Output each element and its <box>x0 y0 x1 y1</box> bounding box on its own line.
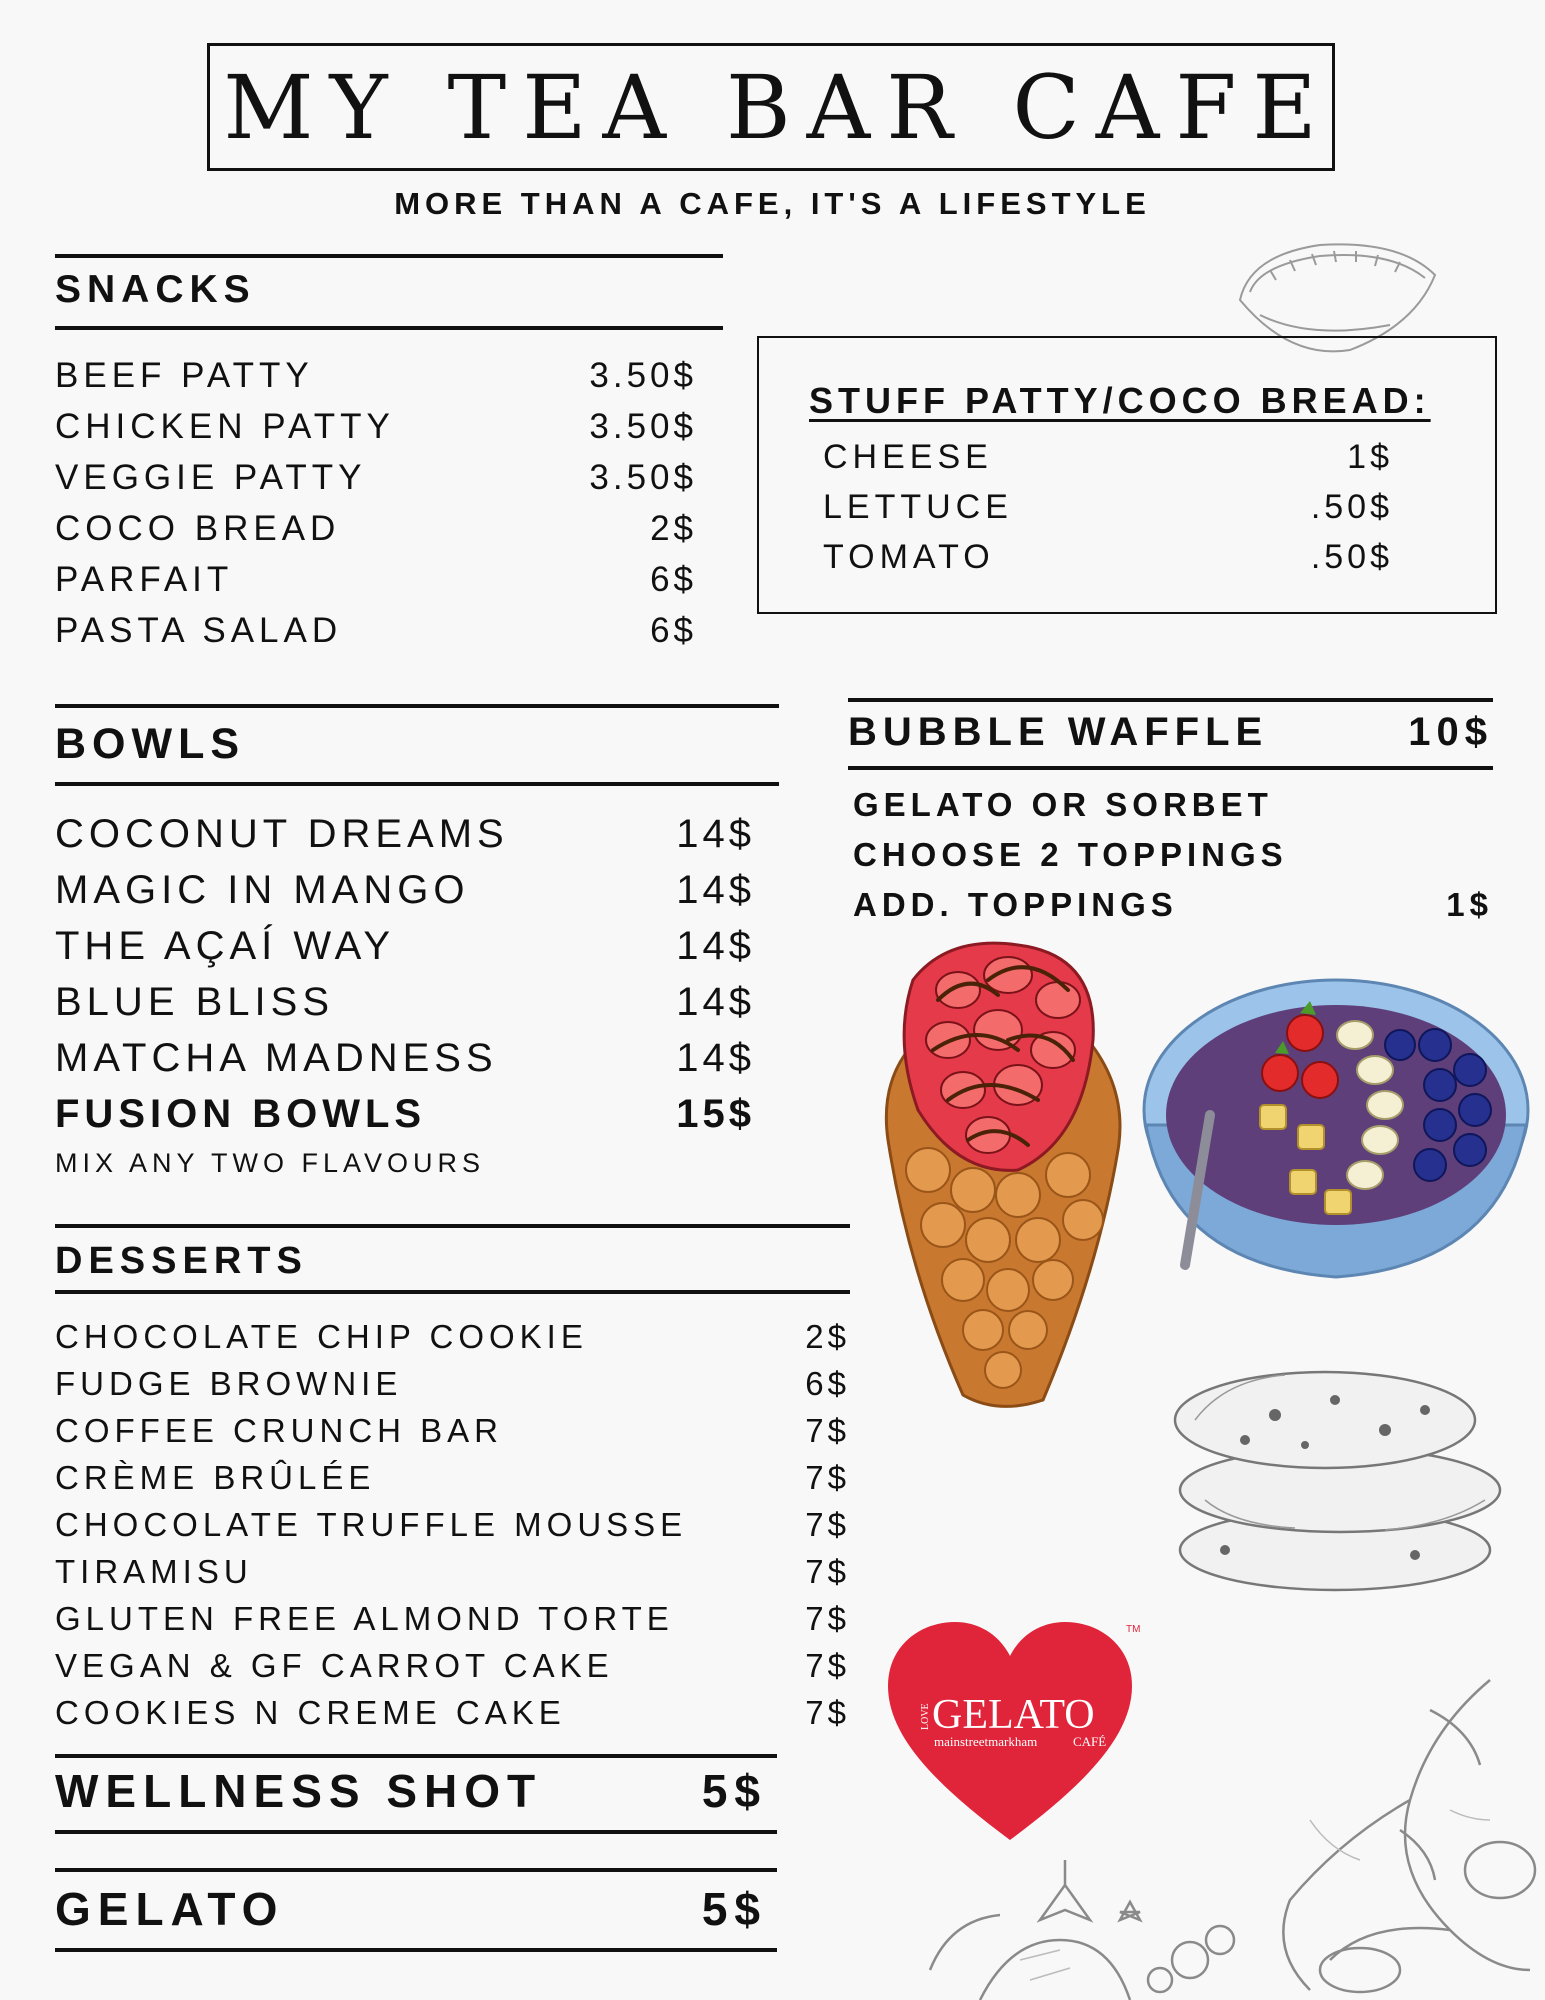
item-price: 7$ <box>805 1694 850 1731</box>
divider <box>55 1830 777 1834</box>
item-price: 14$ <box>676 868 755 912</box>
item-price: 3.50$ <box>589 458 697 497</box>
item-name: GLUTEN FREE ALMOND TORTE <box>55 1600 674 1637</box>
menu-item <box>55 407 697 458</box>
item-price: 14$ <box>676 812 755 856</box>
menu-item <box>55 560 697 611</box>
item-price: 1$ <box>1347 438 1393 476</box>
item-name: BLUE BLISS <box>55 980 335 1024</box>
menu-item <box>55 356 697 407</box>
wellness-shot-row <box>55 1764 767 1818</box>
menu-item <box>55 1647 850 1694</box>
menu-item <box>55 1318 850 1365</box>
page-title: MY TEA BAR CAFE <box>223 55 1333 159</box>
item-price: 3.50$ <box>589 407 697 446</box>
waffle-line <box>853 786 1493 836</box>
item-name: COFFEE CRUNCH BAR <box>55 1412 504 1449</box>
item-price: 7$ <box>805 1600 850 1637</box>
menu-item <box>55 980 755 1036</box>
bubble-waffle-illustration <box>868 940 1138 1410</box>
item-name: MATCHA MADNESS <box>55 1036 498 1080</box>
acai-bowl-illustration <box>1140 975 1532 1285</box>
menu-item <box>55 1694 850 1741</box>
bowls-list <box>55 812 755 1148</box>
desserts-heading: DESSERTS <box>55 1240 308 1282</box>
divider <box>55 1948 777 1952</box>
snacks-list <box>55 356 697 662</box>
item-price: 2$ <box>650 509 697 548</box>
item-name: CHEESE <box>823 438 993 476</box>
item-name: FUSION BOWLS <box>55 1092 427 1136</box>
desserts-list <box>55 1318 850 1741</box>
tagline: MORE THAN A CAFE, IT'S A LIFESTYLE <box>394 186 1151 221</box>
waffle-line-text: CHOOSE 2 TOPPINGS <box>853 836 1288 873</box>
item-price: 14$ <box>676 980 755 1024</box>
menu-item <box>823 438 1393 488</box>
item-name: PASTA SALAD <box>55 611 343 650</box>
item-name: CRÈME BRÛLÉE <box>55 1459 376 1496</box>
wellness-shot-name: WELLNESS SHOT <box>55 1765 543 1817</box>
item-name: LETTUCE <box>823 488 1013 526</box>
divider <box>55 326 723 330</box>
menu-item <box>55 1459 850 1506</box>
divider <box>55 1868 777 1872</box>
waffle-line <box>853 836 1493 886</box>
menu-item <box>55 1553 850 1600</box>
item-price: 6$ <box>650 611 697 650</box>
item-price: .50$ <box>1310 538 1393 576</box>
logo-cafe: CAFÉ <box>1073 1734 1107 1749</box>
menu-item <box>55 1365 850 1412</box>
gelato-price: 5$ <box>701 1883 767 1935</box>
menu-item-fusion <box>55 1092 755 1148</box>
waffle-line-price: 1$ <box>1446 886 1493 923</box>
menu-item <box>55 812 755 868</box>
menu-item <box>55 458 697 509</box>
item-price: 6$ <box>805 1365 850 1402</box>
item-name: BEEF PATTY <box>55 356 314 395</box>
waffle-line-text: GELATO OR SORBET <box>853 786 1273 823</box>
item-name: THE AÇAÍ WAY <box>55 924 396 968</box>
item-name: CHOCOLATE CHIP COOKIE <box>55 1318 588 1355</box>
item-name: COCONUT DREAMS <box>55 812 509 856</box>
bowls-heading: BOWLS <box>55 720 246 768</box>
menu-item <box>55 1506 850 1553</box>
ginger-spice-sketch <box>890 1670 1545 2000</box>
item-price: 15$ <box>676 1092 755 1136</box>
divider <box>55 782 779 786</box>
logo-tm: TM <box>1126 1624 1140 1635</box>
logo-brand: GELATO <box>932 1692 1095 1738</box>
menu-item <box>55 868 755 924</box>
divider <box>55 1224 850 1228</box>
bubble-waffle-header <box>848 710 1493 755</box>
title-box <box>207 43 1335 171</box>
item-name: CHOCOLATE TRUFFLE MOUSSE <box>55 1506 688 1543</box>
item-name: COCO BREAD <box>55 509 341 548</box>
item-name: COOKIES N CREME CAKE <box>55 1694 566 1731</box>
menu-item <box>55 1600 850 1647</box>
cookie-stack-sketch <box>1165 1360 1510 1600</box>
item-name: VEGGIE PATTY <box>55 458 367 497</box>
item-price: 2$ <box>805 1318 850 1355</box>
bubble-waffle-heading: BUBBLE WAFFLE <box>848 710 1269 754</box>
item-name: MAGIC IN MANGO <box>55 868 470 912</box>
waffle-line <box>853 886 1493 936</box>
item-name: PARFAIT <box>55 560 234 599</box>
item-price: 7$ <box>805 1459 850 1496</box>
divider <box>55 1290 850 1294</box>
menu-item <box>823 538 1393 588</box>
item-name: CHICKEN PATTY <box>55 407 395 446</box>
item-price: 7$ <box>805 1506 850 1543</box>
item-price: 3.50$ <box>589 356 697 395</box>
item-price: 6$ <box>650 560 697 599</box>
menu-item <box>823 488 1393 538</box>
stuff-patty-box <box>757 336 1497 614</box>
bubble-waffle-price: 10$ <box>1408 710 1493 754</box>
gelato-row <box>55 1882 767 1936</box>
item-name: TOMATO <box>823 538 995 576</box>
bubble-waffle-details <box>853 786 1493 936</box>
item-price: 7$ <box>805 1647 850 1684</box>
item-name: VEGAN & GF CARROT CAKE <box>55 1647 614 1684</box>
menu-item <box>55 1036 755 1092</box>
menu-item <box>55 509 697 560</box>
menu-item <box>55 924 755 980</box>
menu-item <box>55 611 697 662</box>
gelato-name: GELATO <box>55 1883 285 1935</box>
wellness-shot-price: 5$ <box>701 1765 767 1817</box>
divider <box>55 254 723 258</box>
item-name: TIRAMISU <box>55 1553 253 1590</box>
waffle-line-text: ADD. TOPPINGS <box>853 886 1178 923</box>
item-price: 7$ <box>805 1553 850 1590</box>
divider <box>55 1754 777 1758</box>
stuff-patty-list <box>823 438 1393 588</box>
logo-sub: mainstreetmarkham <box>934 1734 1038 1749</box>
logo-love: LOVE <box>920 1703 931 1730</box>
item-name: FUDGE BROWNIE <box>55 1365 403 1402</box>
menu-item <box>55 1412 850 1459</box>
stuff-patty-heading: STUFF PATTY/COCO BREAD: <box>809 380 1431 421</box>
divider <box>55 704 779 708</box>
fusion-note: MIX ANY TWO FLAVOURS <box>55 1148 486 1178</box>
item-price: 14$ <box>676 1036 755 1080</box>
item-price: 14$ <box>676 924 755 968</box>
snacks-heading: SNACKS <box>55 268 256 311</box>
item-price: .50$ <box>1310 488 1393 526</box>
divider <box>848 766 1493 770</box>
item-price: 7$ <box>805 1412 850 1449</box>
divider <box>848 698 1493 702</box>
